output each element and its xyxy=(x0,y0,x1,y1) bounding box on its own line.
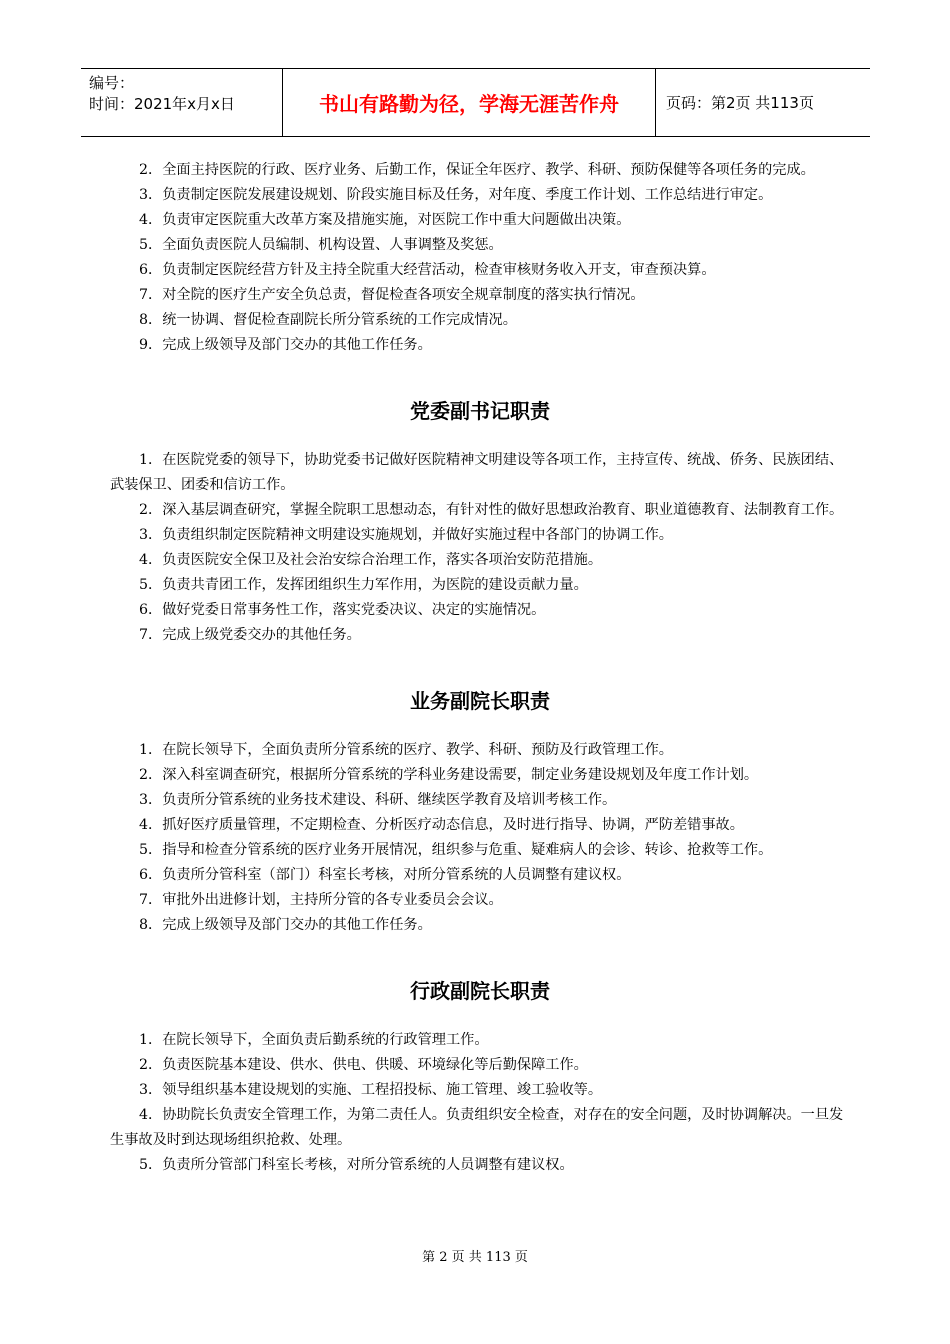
list-item: 4．负责审定医院重大改革方案及措施实施，对医院工作中重大问题做出决策。 xyxy=(139,212,631,228)
header-meta xyxy=(81,69,282,136)
list-item: 5．全面负责医院人员编制、机构设置、人事调整及奖惩。 xyxy=(139,237,503,253)
list-item: 2．负责医院基本建设、供水、供电、供暖、环境绿化等后勤保障工作。 xyxy=(139,1057,588,1073)
list-item: 3．负责所分管系统的业务技术建设、科研、继续医学教育及培训考核工作。 xyxy=(139,792,617,808)
list-item: 8．统一协调、督促检查副院长所分管系统的工作完成情况。 xyxy=(139,312,517,328)
list-item: 1．在院长领导下，全面负责后勤系统的行政管理工作。 xyxy=(139,1032,489,1048)
section-title: 党委副书记职责 xyxy=(410,399,550,423)
list-item: 1．在院长领导下，全面负责所分管系统的医疗、教学、科研、预防及行政管理工作。 xyxy=(139,742,673,758)
list-item: 5．指导和检查分管系统的医疗业务开展情况，组织参与危重、疑难病人的会诊、转诊、抢救等工作。 xyxy=(139,842,773,858)
section-medical-vp xyxy=(110,686,850,938)
list-item: 3．负责组织制定医院精神文明建设实施规划，并做好实施过程中各部门的协调工作。 xyxy=(139,527,673,543)
list-item: 4．抓好医疗质量管理，不定期检查、分析医疗动态信息，及时进行指导、协调，严防差错事故。 xyxy=(139,817,744,833)
list-item: 6．负责制定医院经营方针及主持全院重大经营活动，检查审核财务收入开支，审查预决算。 xyxy=(139,262,716,278)
list-item: 2．全面主持医院的行政、医疗业务、后勤工作，保证全年医疗、教学、科研、预防保健等各项任务的完成。 xyxy=(139,162,815,178)
intro-list xyxy=(110,158,850,358)
list-item: 6．做好党委日常事务性工作，落实党委决议、决定的实施情况。 xyxy=(139,602,546,618)
section-party-deputy xyxy=(110,396,850,648)
list-item: 4．协助院长负责安全管理工作，为第二责任人。负责组织安全检查，对存在的安全问题，及时协调解决。一旦发生事故及时到达现场组织抢救、处理。 xyxy=(110,1107,844,1148)
time-label: 时间：2021年x月x日 xyxy=(89,95,235,113)
list-item: 7．完成上级党委交办的其他任务。 xyxy=(139,627,361,643)
list-item: 2．深入基层调查研究，掌握全院职工思想动态，有针对性的做好思想政治教育、职业道德教育、法制教育工作。 xyxy=(139,502,844,518)
header-motto: 书山有路勤为径，学海无涯苦作舟 xyxy=(282,69,656,136)
list-item: 2．深入科室调查研究，根据所分管系统的学科业务建设需要，制定业务建设规划及年度工作计划。 xyxy=(139,767,759,783)
list-item: 6．负责所分管科室（部门）科室长考核，对所分管系统的人员调整有建议权。 xyxy=(139,867,631,883)
page-footer: 第 2 页 共 113 页 xyxy=(422,1250,528,1265)
list-item: 9．完成上级领导及部门交办的其他工作任务。 xyxy=(139,337,432,353)
list-item: 8．完成上级领导及部门交办的其他工作任务。 xyxy=(139,917,432,933)
list-item: 3．领导组织基本建设规划的实施、工程招投标、施工管理、竣工验收等。 xyxy=(139,1082,603,1098)
list-item: 7．对全院的医疗生产安全负总责，督促检查各项安全规章制度的落实执行情况。 xyxy=(139,287,645,303)
list-item: 5．负责共青团工作，发挥团组织生力军作用，为医院的建设贡献力量。 xyxy=(139,577,588,593)
header-page-info: 页码：第2页 共113页 xyxy=(666,94,814,112)
document-body xyxy=(110,158,850,1178)
list-item: 5．负责所分管部门科室长考核，对所分管系统的人员调整有建议权。 xyxy=(139,1157,574,1173)
list-item: 4．负责医院安全保卫及社会治安综合治理工作，落实各项治安防范措施。 xyxy=(139,552,603,568)
section-title: 行政副院长职责 xyxy=(410,979,550,1003)
page-header xyxy=(81,68,870,137)
section-admin-vp xyxy=(110,976,850,1178)
section-title: 业务副院长职责 xyxy=(410,689,550,713)
number-label: 编号： xyxy=(89,74,135,92)
list-item: 3．负责制定医院发展建设规划、阶段实施目标及任务，对年度、季度工作计划、工作总结进行审定。 xyxy=(139,187,773,203)
list-item: 1．在医院党委的领导下，协助党委书记做好医院精神文明建设等各项工作，主持宣传、统战、侨务、民族团结、武装保卫、团委和信访工作。 xyxy=(110,452,844,493)
list-item: 7．审批外出进修计划，主持所分管的各专业委员会会议。 xyxy=(139,892,503,908)
